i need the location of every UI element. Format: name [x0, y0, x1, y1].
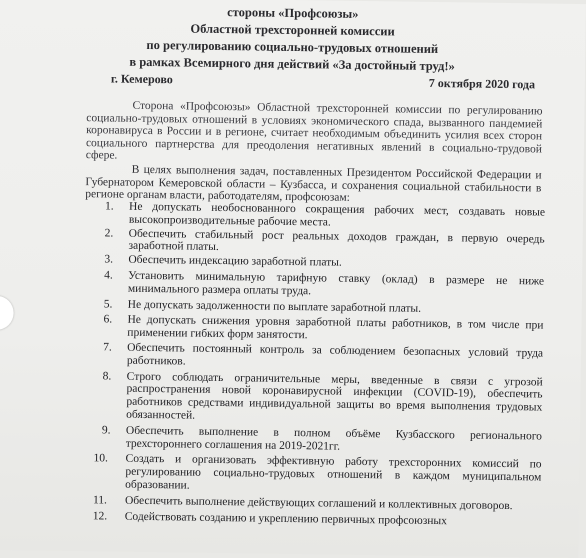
- list-item: [104, 269, 544, 301]
- list-item-text: Обеспечить стабильный рост реальных доходов граждан, в первую очередь заработной платы.: [128, 227, 545, 254]
- list-item: [102, 424, 542, 456]
- list-item: [92, 509, 541, 529]
- list-item-number: 4.: [104, 269, 113, 282]
- list-item-number: 2.: [104, 226, 114, 240]
- header-line-1: стороны «Профсоюзы»: [227, 5, 359, 21]
- list-item: [103, 314, 543, 346]
- intro-paragraph: Сторона «Профсоюзы» Областной трехсторонней комиссии по регулированию социально-трудовых отношений в условиях экономического спада, вызванного пандемией коронавируса в России и в регионе, считает необходимым объединить усилия всех сторон социального партнерства для преодоления негативных явлений в социально-трудовой сфере.: [85, 99, 543, 162]
- list-item-number: 6.: [103, 313, 113, 326]
- list-item: [102, 370, 543, 427]
- list-item-text: Обеспечить индексацию заработной платы.: [128, 253, 342, 269]
- list-item-number: 5.: [103, 297, 113, 311]
- document-date: 7 октября 2020 года: [428, 75, 536, 92]
- lead-paragraph: В целях выполнения задач, поставленных Президентом Российской Федерации и Губернатором Кемеровской области – Кузбасса, и сохранения социальной стабильности в регионе органам власти, работодателям, профсоюзам:: [85, 163, 542, 204]
- header-line-3: по регулированию социально-трудовых отношений: [146, 37, 439, 57]
- list-item-text: Не допускать задолженности по выплате заработной платы.: [127, 298, 422, 315]
- list-item-text: Обеспечить выполнение действующих соглашений и коллективных договоров.: [124, 494, 513, 512]
- list-item-text: Не допускать необоснованного сокращения рабочих мест, создавать новые высокопроизводительные рабочие места.: [128, 200, 546, 229]
- list-item-text: Установить минимальную тарифную ставку (оклад) в размере не ниже минимального размера оплаты труда.: [127, 269, 545, 298]
- demands-list: [92, 200, 546, 528]
- list-item-number: 7.: [103, 341, 112, 354]
- list-item-number: 9.: [101, 424, 111, 437]
- list-item-text: Не допускать снижения уровня заработной платы работников, в том числе при применении гибких форм занятости.: [127, 314, 544, 342]
- list-item-text: Строго соблюдать ограничительные меры, введенные в связи с угрозой распространения новой коронавирусной инфекции (COVID-19), обеспечить работников средствами индивидуальной защиты во время выполнения трудовых обязанностей.: [126, 370, 543, 422]
- list-item-text: Создать и организовать эффективную работу трехсторонних комиссий по регулированию социально-трудовых отношений в каждом муниципальном образовании.: [125, 453, 542, 492]
- header-line-2: Областной трехсторонней комиссии: [190, 21, 395, 39]
- list-item-text: Содействовать созданию и укреплению первичных профсоюзных: [124, 510, 448, 527]
- list-item-number: 10.: [93, 452, 109, 465]
- list-item-number: 3.: [104, 253, 114, 266]
- list-item-number: 1.: [105, 200, 114, 213]
- page-edge-circle: [0, 296, 14, 330]
- list-item-number: 8.: [102, 369, 112, 383]
- list-item-number: 12.: [92, 509, 108, 522]
- document-city: г. Кемерово: [110, 71, 173, 87]
- list-item-text: Обеспечить постоянный контроль за соблюдением безопасных условий труда работников.: [126, 341, 544, 368]
- list-item: [93, 452, 542, 498]
- header-line-4: в рамках Всемирного дня действий «За достойный труд!»: [129, 54, 455, 74]
- list-item-text: Обеспечить выполнение в полном объёме Кузбасского регионального трехстороннего соглашения на 2019-2021гг.: [125, 424, 543, 453]
- list-item-number: 11.: [92, 493, 108, 507]
- list-item: [103, 341, 543, 373]
